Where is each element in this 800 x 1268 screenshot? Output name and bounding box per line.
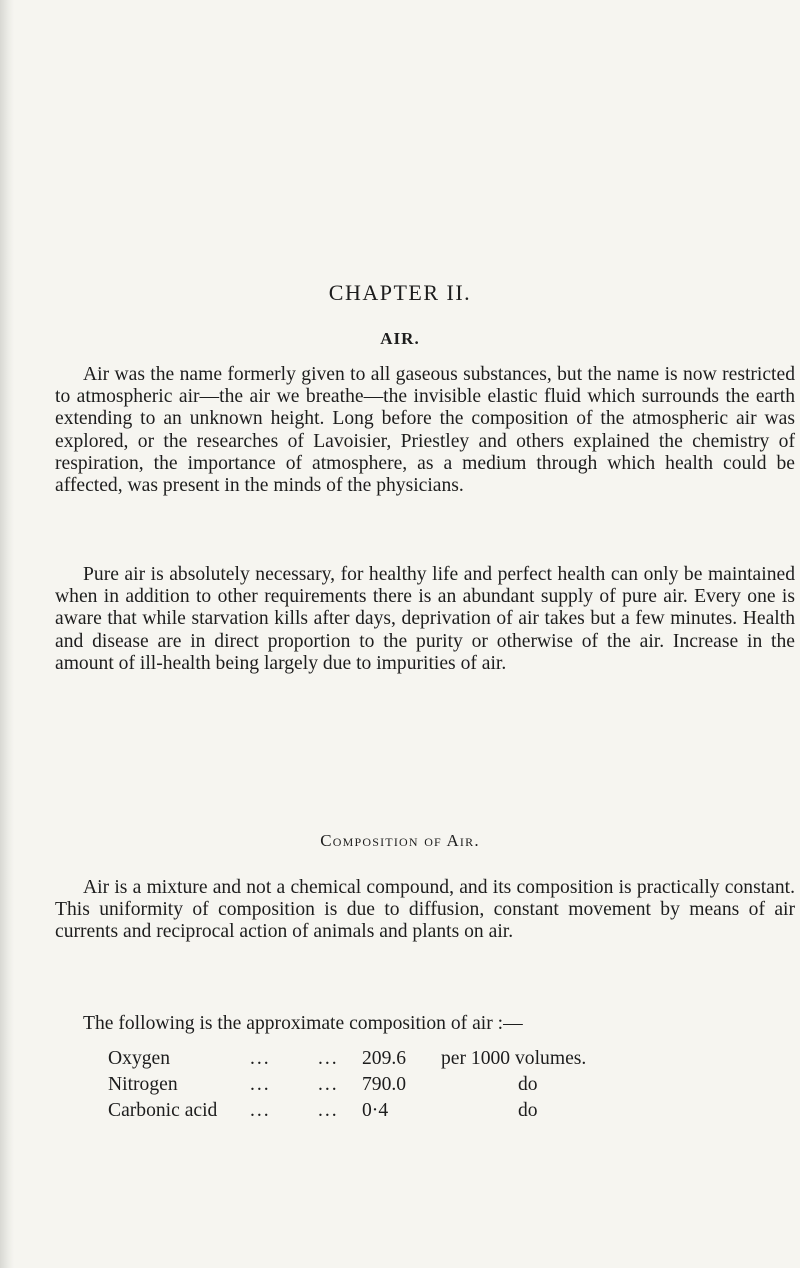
composition-row-nitrogen [108,1074,728,1100]
gas-name: Oxygen [108,1048,171,1069]
composition-table [108,1048,728,1126]
section-heading: Composition of Air. [320,831,480,850]
gas-name: Carbonic acid [108,1100,218,1121]
paragraph-text: Pure air is absolutely necessary, for healthy life and perfect health can only be maintained when in addition to other requirements there is an abundant supply of pure air. Every one is aware that while starvation kills after days, deprivation of air takes but a few minutes. Health and disease are in direct proportion to the purity or otherwise of the air. Increase in the amount of ill-health being largely due to impurities of air. [55,564,795,674]
composition-row-oxygen [108,1048,728,1074]
gas-value: 0·4 [362,1100,389,1121]
leader-dots: ... [318,1074,339,1095]
gas-value: 209.6 [362,1048,407,1069]
page-gutter-edge [0,0,14,1268]
leader-dots: ... [318,1048,339,1069]
leader-dots: ... [250,1048,271,1069]
gas-unit: do [518,1074,538,1095]
gas-unit: do [518,1100,538,1121]
paragraph-text: Air was the name formerly given to all gaseous substances, but the name is now restricted to atmospheric air—the air we breathe—the invisible elastic fluid which surrounds the earth extending to an unknown height. Long before the composition of the atmospheric air was explored, or the researches of Lavoisier, Priestley and others explained the chemistry of respiration, the importance of atmosphere, as a medium through which health could be affected, was present in the minds of the physicians. [55,364,795,497]
gas-unit: per 1000 volumes. [441,1048,587,1069]
composition-intro: The following is the approximate composition of air :— [83,1013,523,1034]
paragraph-text: Air is a mixture and not a chemical compound, and its composition is practically constant. This uniformity of composition is due to diffusion, constant movement by means of air currents and reciprocal action of animals and plants on air. [55,877,795,943]
composition-row-carbonic-acid [108,1100,728,1126]
leader-dots: ... [250,1100,271,1121]
paragraph-mixture [55,877,795,944]
chapter-heading: CHAPTER II. [328,280,472,305]
leader-dots: ... [250,1074,271,1095]
paragraph-pure-air [55,564,795,675]
paragraph-intro [55,364,795,497]
gas-value: 790.0 [362,1074,407,1095]
gas-name: Nitrogen [108,1074,178,1095]
leader-dots: ... [318,1100,339,1121]
chapter-title: AIR. [380,329,420,348]
